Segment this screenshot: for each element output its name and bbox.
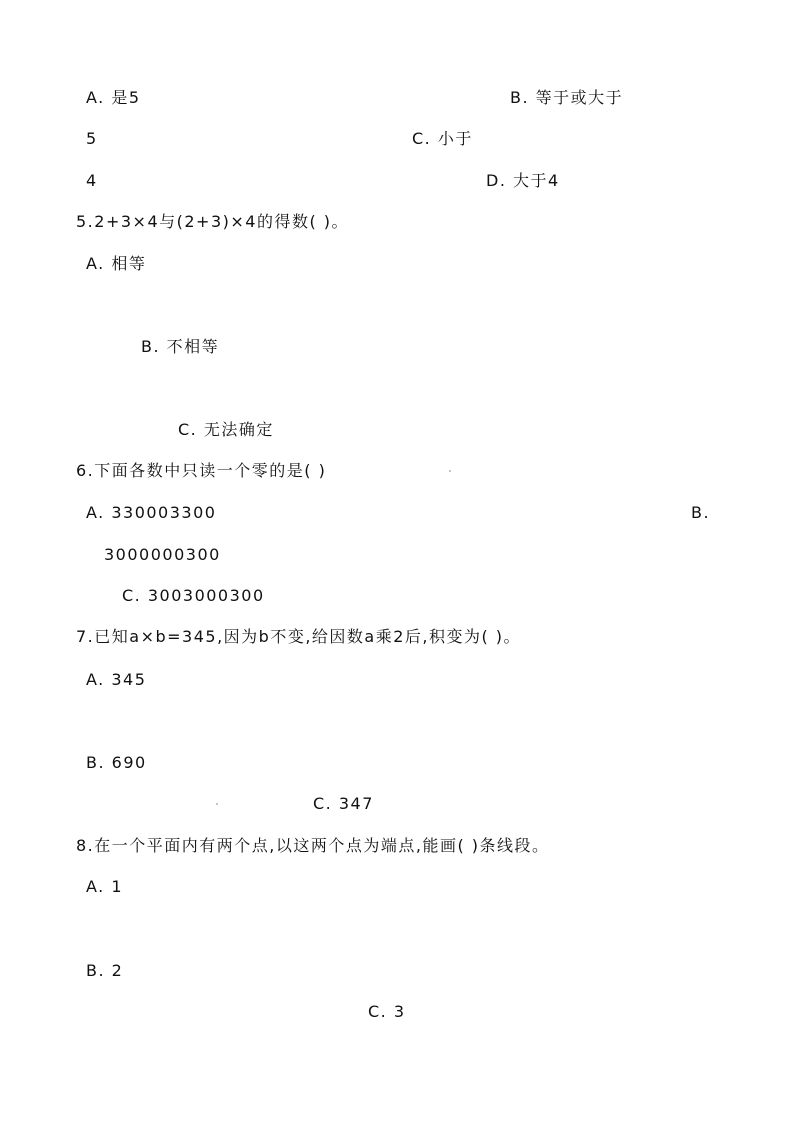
q8-option-b: B. 2 bbox=[86, 961, 124, 980]
q5-option-b: B. 不相等 bbox=[141, 337, 220, 356]
q8-stem: 8.在一个平面内有两个点,以这两个点为端点,能画( )条线段。 bbox=[76, 836, 550, 855]
q4-option-d: D. 大于4 bbox=[486, 171, 560, 190]
q6-option-b-continuation: 3000000300 bbox=[104, 545, 221, 564]
q4-option-b-continuation: 5 bbox=[86, 129, 98, 148]
q6-option-a: A. 330003300 bbox=[86, 503, 217, 522]
q4-option-c: C. 小于 bbox=[412, 129, 473, 148]
q8-option-a: A. 1 bbox=[86, 877, 124, 896]
q4-option-b: B. 等于或大于 bbox=[510, 88, 624, 107]
q7-stem: 7.已知a×b=345,因为b不变,给因数a乘2后,积变为( )。 bbox=[76, 627, 522, 646]
scan-speck bbox=[449, 470, 451, 472]
q6-option-b: B. bbox=[691, 503, 711, 522]
q7-option-b: B. 690 bbox=[86, 753, 147, 772]
q6-option-c: C. 3003000300 bbox=[122, 586, 265, 605]
q7-option-c: C. 347 bbox=[313, 794, 374, 813]
scan-speck bbox=[216, 803, 218, 805]
q5-option-a: A. 相等 bbox=[86, 254, 147, 273]
q5-stem: 5.2+3×4与(2+3)×4的得数( )。 bbox=[76, 212, 350, 231]
q4-option-c-continuation: 4 bbox=[86, 171, 98, 190]
q6-stem: 6.下面各数中只读一个零的是( ) bbox=[76, 461, 327, 480]
q5-option-c: C. 无法确定 bbox=[178, 420, 274, 439]
q7-option-a: A. 345 bbox=[86, 670, 147, 689]
q8-option-c: C. 3 bbox=[368, 1002, 406, 1021]
q4-option-a: A. 是5 bbox=[86, 88, 141, 107]
